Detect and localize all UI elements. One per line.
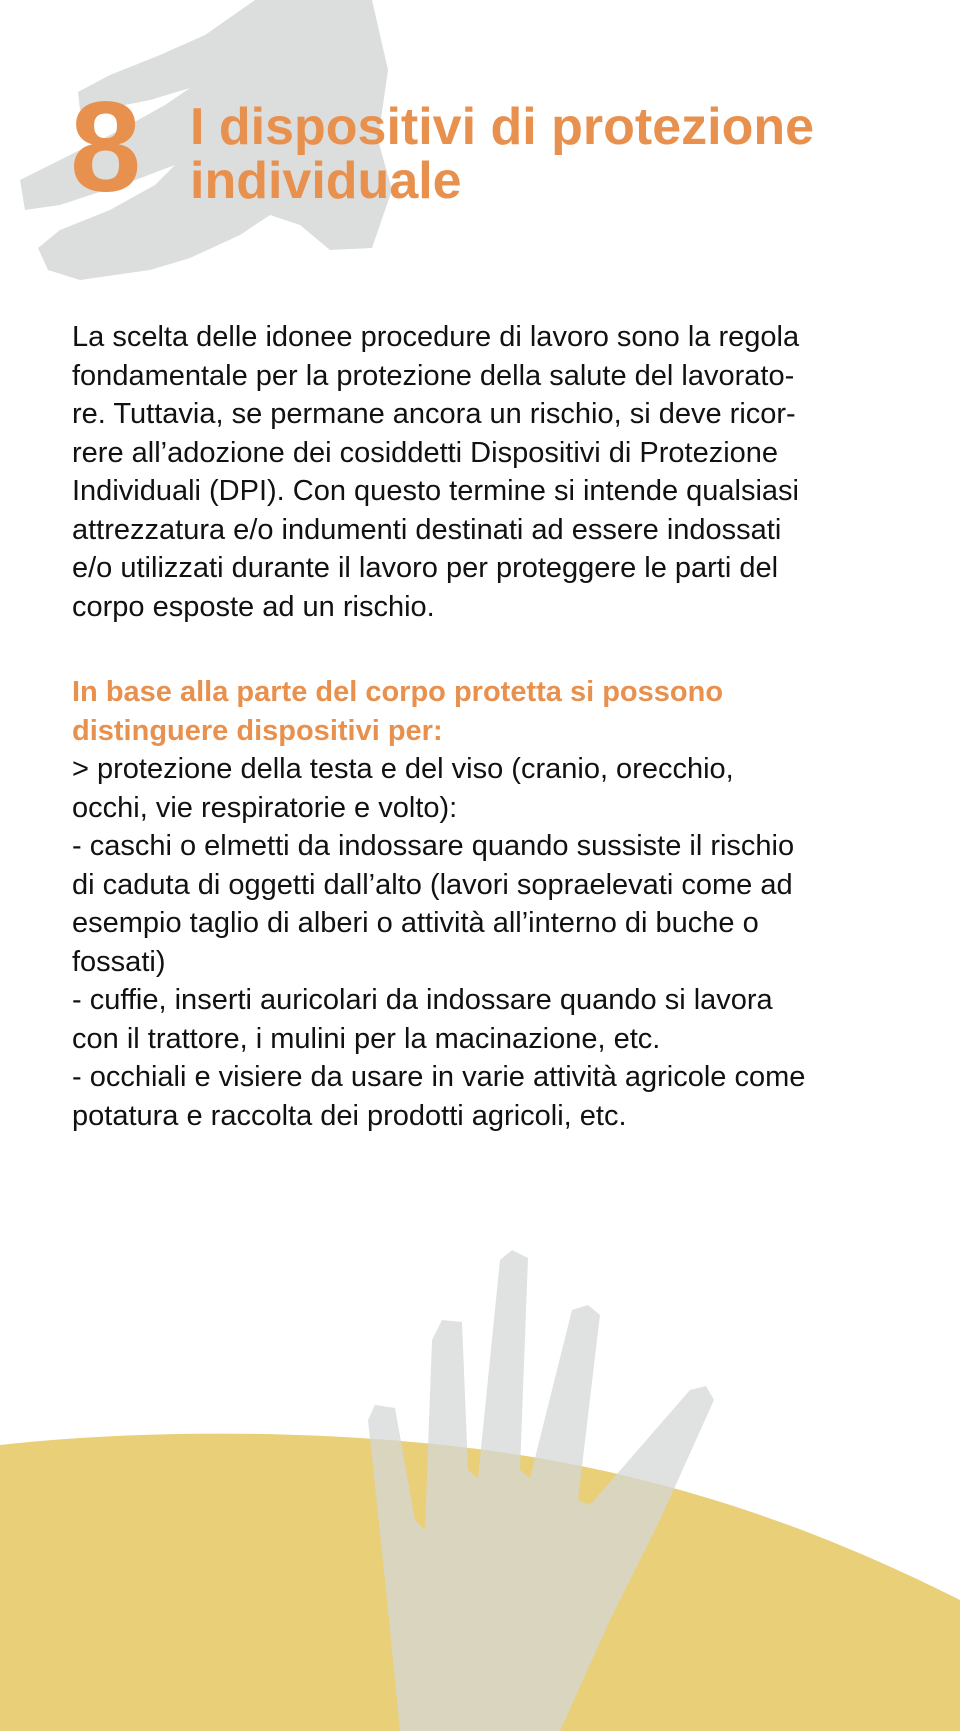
chapter-title	[190, 100, 930, 208]
intro-line: re. Tuttavia, se permane ancora un rischio, si deve ricor-	[72, 398, 796, 430]
intro-line: rere all’adozione dei cosiddetti Dispositivi di Protezione	[72, 436, 779, 469]
section-line: - cuffie, inserti auricolari da indossare quando si lavora	[72, 984, 773, 1016]
intro-line: corpo esposte ad un rischio.	[72, 590, 435, 623]
intro-line: attrezzatura e/o indumenti destinati ad essere indossati	[72, 513, 782, 546]
intro-line: e/o utilizzati durante il lavoro per proteggere le parti del	[72, 552, 779, 584]
section-list	[72, 750, 892, 1135]
chapter-title-line: I dispositivi di protezione	[190, 98, 815, 156]
section-line: occhi, vie respiratorie e volto):	[72, 791, 458, 824]
chapter-title-line: individuale	[190, 152, 462, 210]
section-heading-line: In base alla parte del corpo protetta si possono	[72, 676, 724, 708]
section-line: con il trattore, i mulini per la macinazione, etc.	[72, 1022, 661, 1055]
section-heading	[72, 673, 892, 750]
section-line: esempio taglio di alberi o attività all’interno di buche o	[72, 907, 759, 939]
intro-line: Individuali (DPI). Con questo termine si intende qualsiasi	[72, 475, 799, 507]
section-line: di caduta di oggetti dall’alto (lavori sopraelevati come ad	[72, 868, 793, 901]
section-line: potatura e raccolta dei prodotti agricoli, etc.	[72, 1099, 627, 1132]
section-heading-line: distinguere dispositivi per:	[72, 714, 443, 747]
intro-line: fondamentale per la protezione della salute del lavorato-	[72, 359, 795, 392]
intro-paragraph	[72, 318, 892, 626]
section-line: fossati)	[72, 945, 166, 978]
section-line: - occhiali e visiere da usare in varie attività agricole come	[72, 1061, 806, 1093]
section-line: > protezione della testa e del viso (cranio, orecchio,	[72, 753, 734, 785]
section-line: - caschi o elmetti da indossare quando sussiste il rischio	[72, 830, 795, 862]
chapter-number: 8	[70, 76, 140, 219]
body-content	[72, 318, 892, 1135]
intro-line: La scelta delle idonee procedure di lavoro sono la regola	[72, 321, 800, 353]
